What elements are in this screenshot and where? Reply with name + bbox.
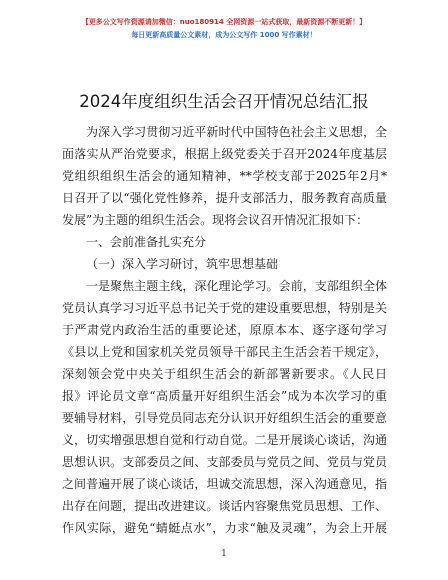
body-line-10: 于严肃党内政治生活的重要论述，原原本本、逐字逐句学习	[62, 323, 387, 337]
section-heading-1: 一、会前准备扎实充分	[86, 235, 207, 249]
body-line-17: 之间普遍开展了谈心谈话，坦诚交流思想，深入沟通意见，指	[62, 477, 387, 491]
body-line-11: 《县以上党和国家机关党员领导干部民主生活会若干规定》，	[62, 345, 387, 359]
body-line-2: 面落实从严治党要求，根据上级党委关于召开2024年度基层	[62, 147, 387, 161]
promo-banner-line-1: 【更多公文写作资源请加微信：nuo180914 全网资源一站式获取，最新资源不断更新！】	[81, 18, 367, 26]
body-line-14: 要辅导材料，引导党员同志充分认识开好组织生活会的重要意	[62, 411, 387, 425]
body-line-8: 一是聚焦主题主线，深化理论学习。会前，支部组织全体	[86, 279, 387, 293]
page-number: 1	[221, 549, 227, 559]
body-line-3: 党组织组织生活会的通知精神，**学校支部于2025年2月*	[62, 169, 387, 183]
body-line-16: 思想认识。支部委员之间、支部委员与党员之间、党员与党员	[62, 455, 387, 469]
document-title: 2024年度组织生活会召开情况总结汇报	[79, 92, 369, 111]
body-line-4: 日召开了以“强化党性修养，提升支部活力，服务教育高质量	[62, 191, 387, 205]
body-line-5: 发展”为主题的组织生活会。现将会议召开情况汇报如下：	[62, 213, 369, 227]
body-line-18: 出存在问题，提出改进建议。谈话内容聚焦党员思想、工作、	[62, 499, 387, 513]
body-line-1: 为深入学习贯彻习近平新时代中国特色社会主义思想，全	[86, 125, 387, 139]
body-line-12: 深刻领会党中央关于组织生活会的新部署新要求。《人民日	[62, 367, 387, 381]
subsection-heading-1: （一）深入学习研讨，筑牢思想基础	[86, 257, 279, 271]
promo-banner-line-2: 每日更新高质量公文素材，成为公文写作 1000 写作素材！	[131, 31, 317, 39]
body-line-9: 党员认真学习习近平总书记关于党的建设重要思想，特别是关	[62, 301, 387, 315]
body-line-19: 作风实际，避免“蜻蜓点水”，力求“触及灵魂”，为会上开展	[62, 521, 387, 535]
body-line-13: 报》评论员文章“高质量开好组织生活会”成为本次学习的重	[62, 389, 387, 403]
body-line-15: 义，切实增强思想自觉和行动自觉。二是开展谈心谈话，沟通	[62, 433, 387, 447]
